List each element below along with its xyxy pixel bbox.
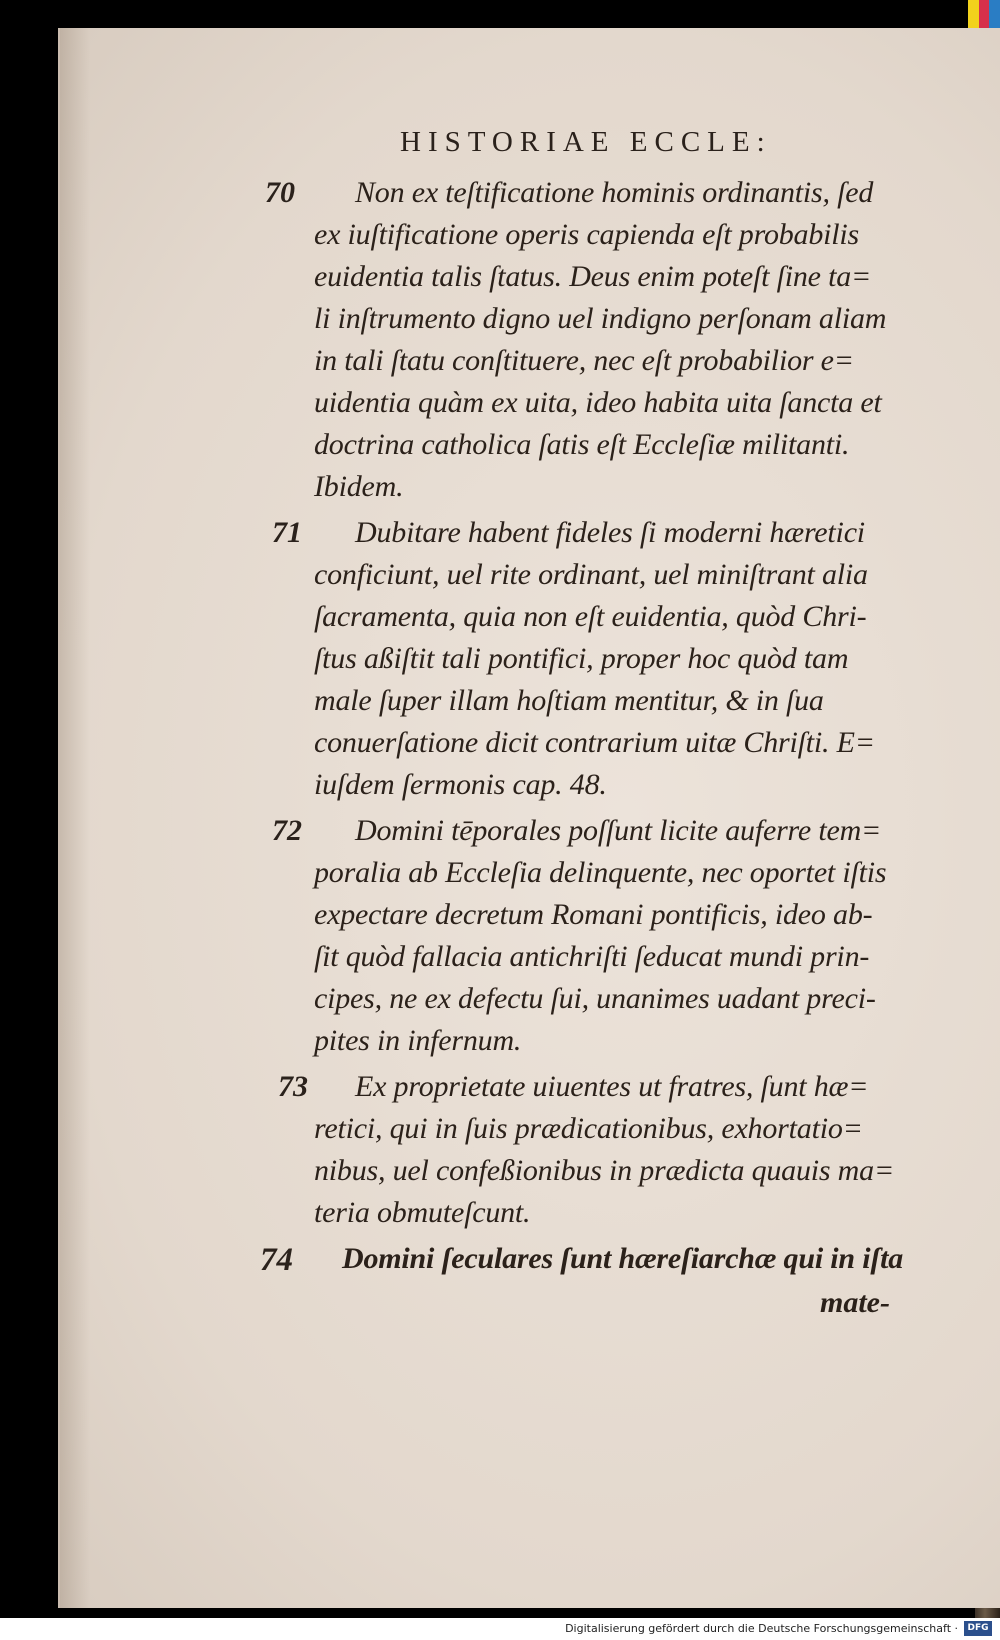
entry-line: ex iuſtificatione operis capienda eſt probabilis bbox=[314, 218, 860, 251]
entry-line: doctrina catholica ſatis eſt Eccleſiæ militanti. bbox=[314, 428, 850, 461]
entry-number: 71 bbox=[272, 516, 302, 549]
entry-line: Ibidem. bbox=[314, 470, 404, 503]
entry-line: ſtus aßiſtit tali pontifici, proper hoc quòd tam bbox=[314, 642, 849, 675]
entry-line: Domini tēporales poſſunt licite auferre tem= bbox=[355, 814, 882, 847]
entry-number: 73 bbox=[278, 1070, 308, 1103]
entry-line: cipes, ne ex defectu ſui, unanimes uadant preci- bbox=[314, 982, 876, 1015]
entry-line: Domini ſeculares ſunt hæreſiarchæ qui in iſta bbox=[342, 1242, 904, 1275]
entry-line: retici, qui in ſuis prædicationibus, exhortatio= bbox=[314, 1112, 863, 1145]
entry-line: pites in infernum. bbox=[314, 1024, 522, 1057]
dfg-logo: DFG bbox=[964, 1621, 992, 1636]
entry-line: iuſdem ſermonis cap. 48. bbox=[314, 768, 607, 801]
footer-bar bbox=[0, 1618, 1000, 1640]
entry-line: in tali ſtatu conſtituere, nec eſt probabilior e= bbox=[314, 344, 854, 377]
entry-line: Ex proprietate uiuentes ut fratres, ſunt hæ= bbox=[355, 1070, 869, 1103]
entry-line: expectare decretum Romani pontificis, ideo ab- bbox=[314, 898, 873, 931]
entry-line: Non ex teſtificatione hominis ordinantis, ſed bbox=[355, 176, 874, 209]
entry-line: conuerſatione dicit contrarium uitæ Chriſti. E= bbox=[314, 726, 875, 759]
entry-line: Dubitare habent fideles ſi moderni hæretici bbox=[355, 516, 865, 549]
book-page bbox=[58, 28, 1000, 1608]
entry-number: 72 bbox=[272, 814, 302, 847]
entry-line: euidentia talis ſtatus. Deus enim poteſt ſine ta= bbox=[314, 260, 872, 293]
entry-number: 74 bbox=[260, 1242, 293, 1278]
entry-line: teria obmuteſcunt. bbox=[314, 1196, 531, 1229]
entry-line: male ſuper illam hoſtiam mentitur, & in ſua bbox=[314, 684, 824, 717]
entry-line: poralia ab Eccleſia delinquente, nec oportet iſtis bbox=[314, 856, 887, 889]
entry-line: ſacramenta, quia non eſt euidentia, quòd Chri- bbox=[314, 600, 867, 633]
entry-line: nibus, uel confeßionibus in prædicta quauis ma= bbox=[314, 1154, 894, 1187]
running-head: HISTORIAE ECCLE: bbox=[400, 126, 772, 158]
entry-line: li inſtrumento digno uel indigno perſonam aliam bbox=[314, 302, 887, 335]
entry-line: uidentia quàm ex uita, ideo habita uita ſancta et bbox=[314, 386, 882, 419]
entry-number: 70 bbox=[265, 176, 295, 209]
entry-line: ſit quòd fallacia antichriſti ſeducat mundi prin- bbox=[314, 940, 870, 973]
entry-line: conficiunt, uel rite ordinant, uel miniſtrant alia bbox=[314, 558, 868, 591]
footer-credit: Digitalisierung gefördert durch die Deutsche Forschungsgemeinschaft · bbox=[565, 1622, 958, 1635]
catchword: mate- bbox=[820, 1286, 890, 1319]
